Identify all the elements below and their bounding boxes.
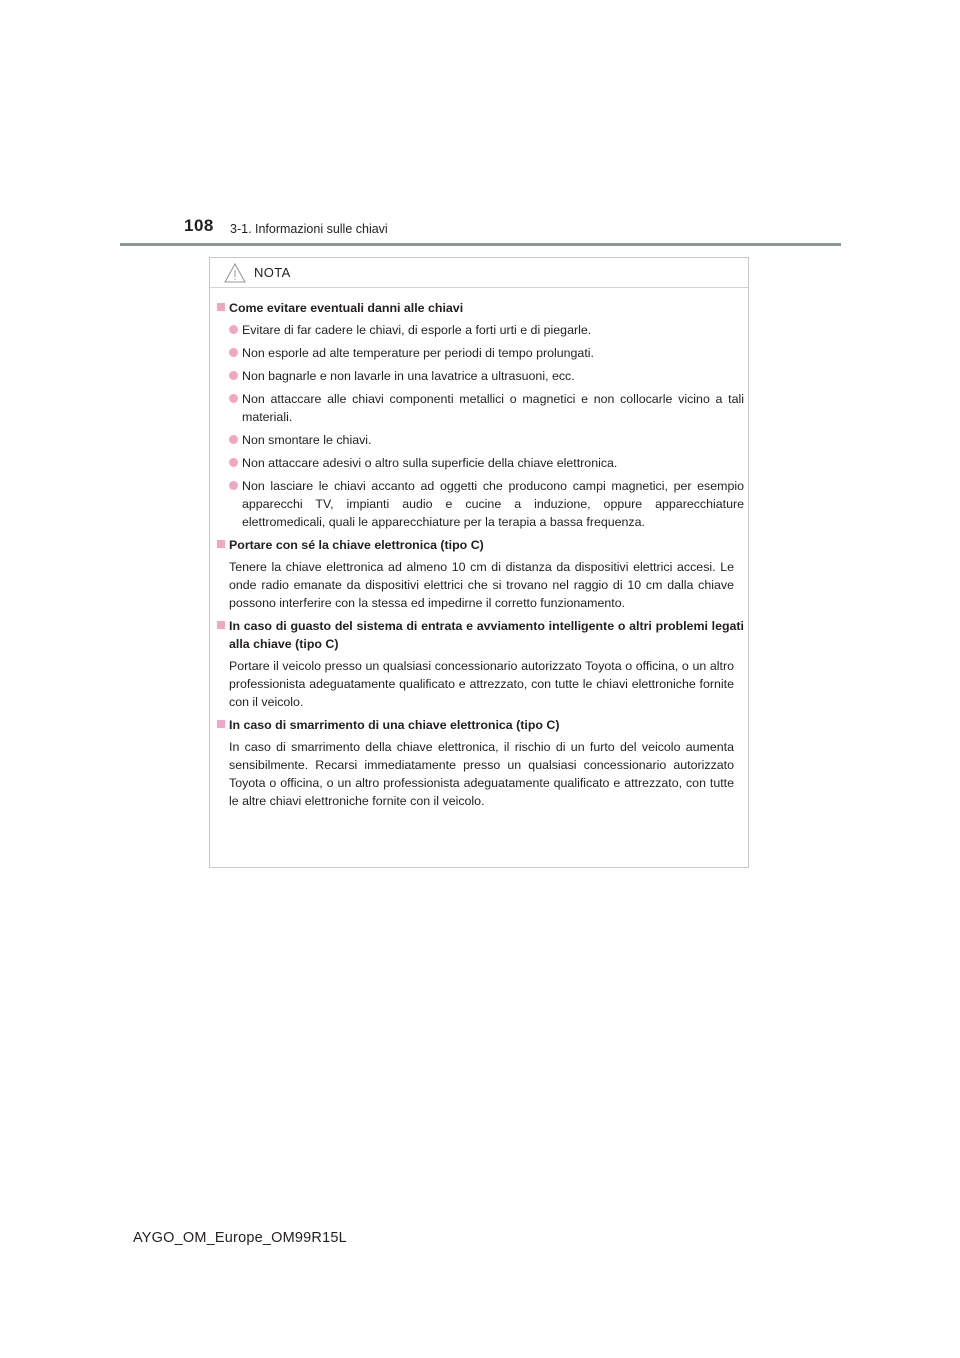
list-item-text: Non bagnarle e non lavarle in una lavatrice a ultrasuoni, ecc.	[242, 369, 575, 383]
list-item-text: Non smontare le chiavi.	[242, 433, 372, 447]
section-heading	[217, 299, 744, 317]
notice-header	[210, 258, 748, 288]
list-item-text: Non attaccare alle chiavi componenti metallici o magnetici e non collocarle vicino a tali materiali.	[242, 392, 744, 424]
list-item	[217, 344, 744, 362]
round-bullet-icon	[229, 435, 238, 444]
list-item	[217, 321, 744, 339]
square-bullet-icon	[217, 303, 225, 311]
notice-section-carrying-key	[217, 536, 744, 612]
notice-body	[217, 299, 744, 815]
list-item	[217, 367, 744, 385]
round-bullet-icon	[229, 458, 238, 467]
section-paragraph: Portare il veicolo presso un qualsiasi concessionario autorizzato Toyota o officina, o un altro professionista adeguatamente qualificato e attrezzato, con tutte le chiavi elettroniche fornite con il veicolo.	[229, 659, 734, 709]
list-item	[217, 431, 744, 449]
list-item	[217, 390, 744, 426]
list-item	[217, 477, 744, 531]
list-item-text: Evitare di far cadere le chiavi, di esporle a forti urti e di piegarle.	[242, 323, 592, 337]
list-item-text: Non esporle ad alte temperature per periodi di tempo prolungati.	[242, 346, 594, 360]
list-item	[217, 454, 744, 472]
list-item-text: Non lasciare le chiavi accanto ad oggetti che producono campi magnetici, per esempio apparecchi TV, impianti audio e cucine a induzione, oppure apparecchiature elettromedicali, quali le apparecchiature per la terapia a bassa frequenza.	[242, 479, 744, 529]
list-item-text: Non attaccare adesivi o altro sulla superficie della chiave elettronica.	[242, 456, 618, 470]
section-heading	[217, 617, 744, 653]
section-heading-text: Come evitare eventuali danni alle chiavi	[229, 301, 464, 315]
section-heading-text: In caso di smarrimento di una chiave elettronica (tipo C)	[229, 718, 560, 732]
round-bullet-icon	[229, 394, 238, 403]
section-paragraph: Tenere la chiave elettronica ad almeno 10 cm di distanza da dispositivi elettrici accesi. Le onde radio emanate da dispositivi elettrici che si trovano nel raggio di 10 cm dalla chiave possono interferire con la stessa ed impedirne il corretto funzionamento.	[229, 560, 734, 610]
section-heading-text: In caso di guasto del sistema di entrata e avviamento intelligente o altri problemi legati alla chiave (tipo C)	[229, 619, 744, 651]
section-paragraph: In caso di smarrimento della chiave elettronica, il rischio di un furto del veicolo aumenta sensibilmente. Recarsi immediatamente presso un qualsiasi concessionario autorizzato Toyota o officina, o un altro professionista adeguatamente qualificato e attrezzato, con tutte le altre chiavi elettroniche fornite con il veicolo.	[229, 740, 734, 808]
round-bullet-icon	[229, 325, 238, 334]
notice-section-system-failure	[217, 617, 744, 711]
section-heading-text: Portare con sé la chiave elettronica (tipo C)	[229, 538, 484, 552]
section-heading	[217, 536, 744, 554]
round-bullet-icon	[229, 371, 238, 380]
section-title: 3-1. Informazioni sulle chiavi	[230, 222, 388, 236]
notice-section-lost-key	[217, 716, 744, 810]
square-bullet-icon	[217, 720, 225, 728]
round-bullet-icon	[229, 481, 238, 490]
round-bullet-icon	[229, 348, 238, 357]
notice-section-key-care	[217, 299, 744, 531]
section-heading	[217, 716, 744, 734]
notice-title: NOTA	[254, 265, 291, 280]
notice-box	[209, 257, 749, 868]
page-number: 108	[184, 216, 214, 235]
document-footer-code: AYGO_OM_Europe_OM99R15L	[133, 1230, 347, 1246]
square-bullet-icon	[217, 621, 225, 629]
header-divider	[120, 243, 841, 246]
warning-triangle-icon	[224, 262, 246, 284]
square-bullet-icon	[217, 540, 225, 548]
